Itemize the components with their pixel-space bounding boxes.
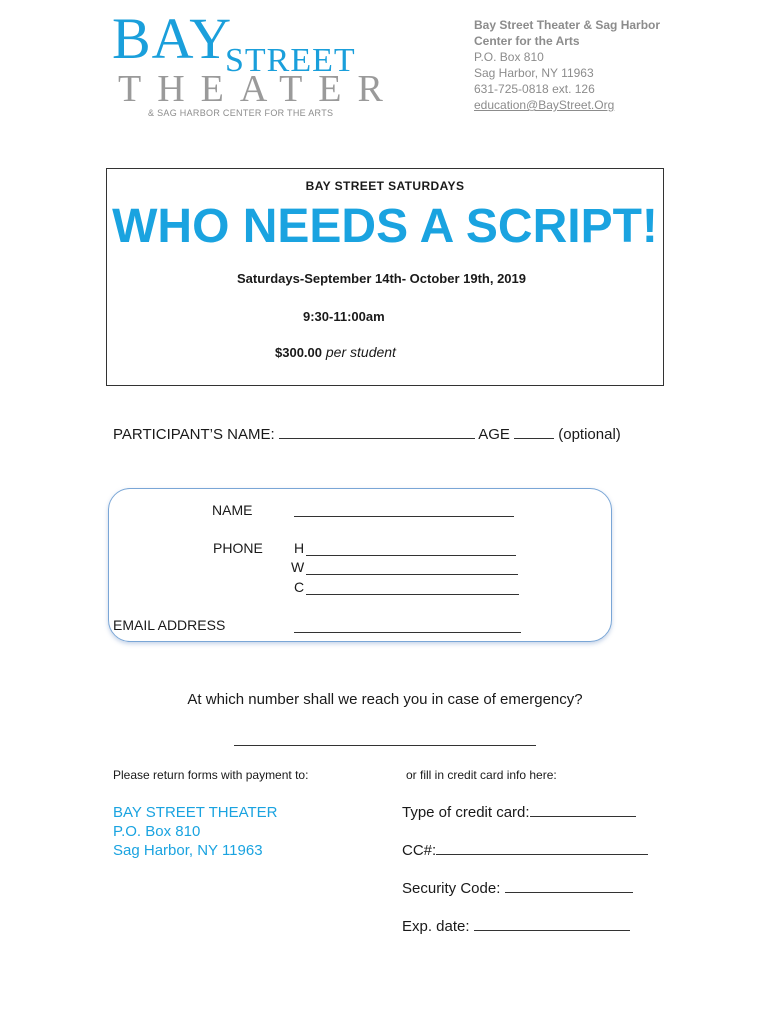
phone-work-letter: W	[291, 559, 305, 575]
phone-cell-field[interactable]	[306, 594, 519, 595]
return-name: BAY STREET THEATER	[113, 804, 278, 821]
phone-label: PHONE	[213, 540, 263, 556]
emergency-number-field[interactable]	[234, 745, 536, 746]
security-code-field[interactable]	[505, 879, 633, 893]
email-address-field[interactable]	[294, 632, 521, 633]
card-type-label: Type of credit card:	[402, 804, 530, 821]
contact-name-label: NAME	[212, 502, 253, 518]
emergency-question: At which number shall we reach you in case of emergency?	[187, 691, 583, 708]
phone-cell-letter: C	[294, 579, 305, 595]
participant-name-field[interactable]	[279, 425, 475, 439]
program-box	[106, 168, 664, 386]
address-email-link[interactable]: education@BayStreet.Org	[474, 98, 615, 112]
return-instruction: Please return forms with payment to:	[113, 768, 309, 782]
exp-date-label: Exp. date:	[402, 918, 470, 935]
card-number-field[interactable]	[436, 841, 648, 855]
card-number-label: CC#:	[402, 842, 437, 859]
return-box: P.O. Box 810	[113, 823, 201, 840]
program-time: 9:30-11:00am	[303, 309, 385, 324]
email-address-label: EMAIL ADDRESS	[113, 617, 226, 633]
exp-date-row	[402, 917, 630, 935]
exp-date-field[interactable]	[474, 917, 630, 931]
logo-bay-text: BAY	[112, 6, 233, 71]
price-unit: per student	[325, 344, 396, 360]
address-line-2: Center for the Arts	[474, 34, 580, 48]
address-line-3: P.O. Box 810	[474, 50, 544, 64]
logo-theater-text: THEATER	[118, 68, 399, 110]
program-title: WHO NEEDS A SCRIPT!	[112, 200, 658, 253]
card-type-row	[402, 803, 636, 821]
return-city: Sag Harbor, NY 11963	[113, 842, 263, 859]
age-label: AGE	[478, 426, 510, 443]
contact-name-field[interactable]	[294, 516, 514, 517]
card-type-field[interactable]	[530, 803, 636, 817]
participant-row	[113, 425, 621, 443]
series-title: BAY STREET SATURDAYS	[305, 179, 465, 193]
price-amount: $300.00	[275, 345, 322, 360]
card-number-row	[402, 841, 648, 859]
age-optional-note: (optional)	[558, 426, 621, 443]
phone-work-field[interactable]	[306, 574, 518, 575]
logo-subtitle: & SAG HARBOR CENTER FOR THE ARTS	[148, 108, 334, 118]
address-line-4: Sag Harbor, NY 11963	[474, 66, 594, 80]
program-price	[275, 344, 396, 360]
credit-instruction: or fill in credit card info here:	[406, 768, 557, 782]
logo-street-text: STREET	[225, 42, 356, 79]
address-line-1: Bay Street Theater & Sag Harbor	[474, 18, 661, 32]
phone-home-letter: H	[294, 540, 305, 556]
security-code-label: Security Code:	[402, 880, 501, 897]
program-dates: Saturdays-September 14th- October 19th, 2019	[237, 271, 526, 286]
participant-name-label: PARTICIPANT’S NAME:	[113, 426, 275, 443]
age-field[interactable]	[514, 425, 554, 439]
phone-home-field[interactable]	[306, 555, 516, 556]
address-line-5: 631-725-0818 ext. 126	[474, 82, 595, 96]
security-code-row	[402, 879, 633, 897]
